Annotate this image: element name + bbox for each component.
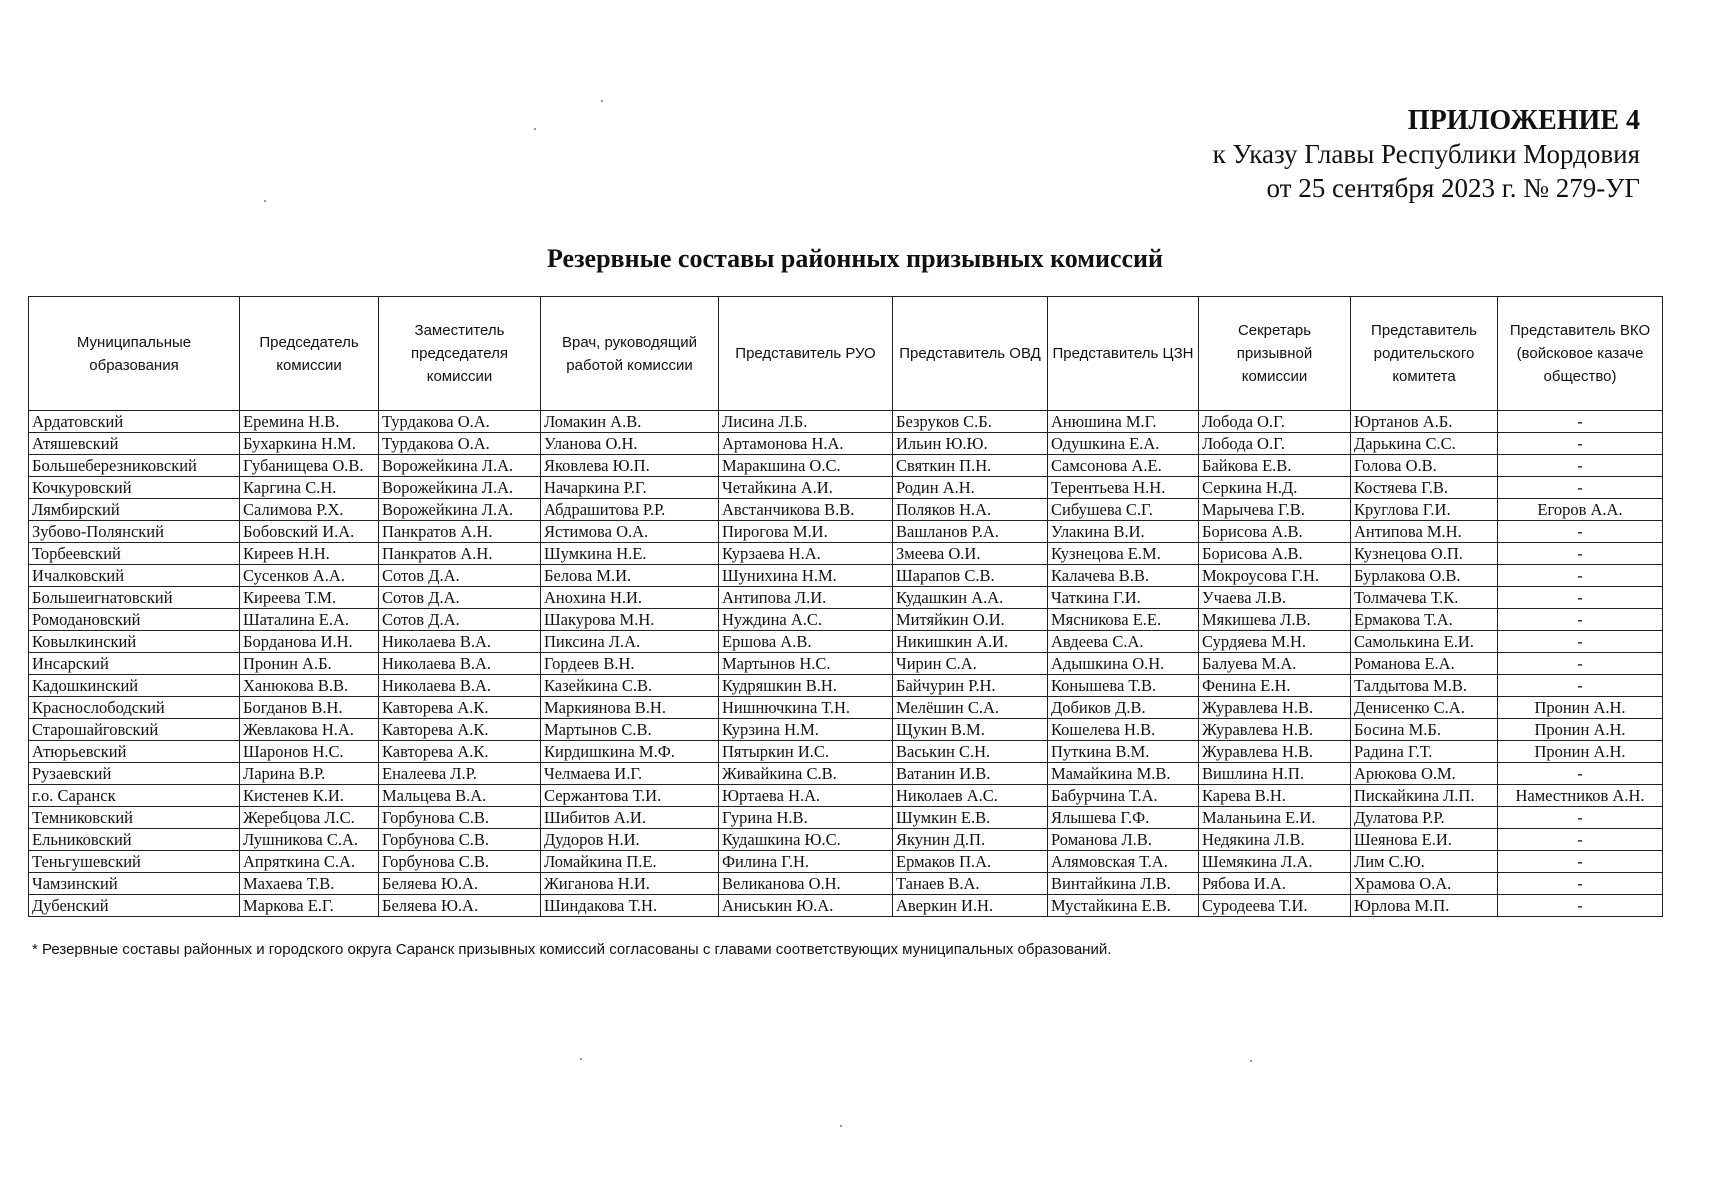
table-cell: Начаркина Р.Г. <box>541 477 719 499</box>
table-cell: Сотов Д.А. <box>379 587 541 609</box>
table-cell: Ворожейкина Л.А. <box>379 499 541 521</box>
table-cell: Маркиянова В.Н. <box>541 697 719 719</box>
municipality-cell: Торбеевский <box>29 543 240 565</box>
table-row <box>29 411 1663 433</box>
table-cell: Адышкина О.Н. <box>1048 653 1199 675</box>
table-cell: Живайкина С.В. <box>719 763 893 785</box>
table-cell: - <box>1498 477 1663 499</box>
table-cell: Калачева В.В. <box>1048 565 1199 587</box>
table-cell: Филина Г.Н. <box>719 851 893 873</box>
table-cell: Конышева Т.В. <box>1048 675 1199 697</box>
table-cell: - <box>1498 653 1663 675</box>
table-cell: Сотов Д.А. <box>379 565 541 587</box>
table-cell: Путкина В.М. <box>1048 741 1199 763</box>
table-cell: Рябова И.А. <box>1199 873 1351 895</box>
table-cell: Горбунова С.В. <box>379 851 541 873</box>
appendix-line-1: к Указу Главы Республики Мордовия <box>1212 139 1640 169</box>
table-cell: Ялышева Г.Ф. <box>1048 807 1199 829</box>
table-cell: Киреева Т.М. <box>240 587 379 609</box>
table-cell: Пронин А.Н. <box>1498 741 1663 763</box>
table-cell: Винтайкина Л.В. <box>1048 873 1199 895</box>
municipality-cell: Большеберезниковский <box>29 455 240 477</box>
table-cell: Чаткина Г.И. <box>1048 587 1199 609</box>
table-cell: Маракшина О.С. <box>719 455 893 477</box>
table-cell: Пирогова М.И. <box>719 521 893 543</box>
table-cell: Поляков Н.А. <box>893 499 1048 521</box>
table-cell: Горбунова С.В. <box>379 807 541 829</box>
table-cell: Турдакова О.А. <box>379 433 541 455</box>
table-cell: Борисова А.В. <box>1199 521 1351 543</box>
table-cell: Шаронов Н.С. <box>240 741 379 763</box>
table-cell: Алямовская Т.А. <box>1048 851 1199 873</box>
table-cell: Якунин Д.П. <box>893 829 1048 851</box>
table-cell: Ильин Ю.Ю. <box>893 433 1048 455</box>
table-cell: Кирдишкина М.Ф. <box>541 741 719 763</box>
municipality-cell: Чамзинский <box>29 873 240 895</box>
table-cell: Родин А.Н. <box>893 477 1048 499</box>
table-cell: Юртанов А.Б. <box>1351 411 1498 433</box>
municipality-cell: Атюрьевский <box>29 741 240 763</box>
table-row <box>29 807 1663 829</box>
table-cell: Босина М.Б. <box>1351 719 1498 741</box>
table-cell: - <box>1498 895 1663 917</box>
table-cell: Сурдяева М.Н. <box>1199 631 1351 653</box>
table-cell: Анохина Н.И. <box>541 587 719 609</box>
table-cell: - <box>1498 543 1663 565</box>
scan-speck <box>840 1125 842 1127</box>
table-cell: Лим С.Ю. <box>1351 851 1498 873</box>
table-cell: Сотов Д.А. <box>379 609 541 631</box>
table-cell: Аверкин И.Н. <box>893 895 1048 917</box>
table-cell: Кавторева А.К. <box>379 719 541 741</box>
table-cell: Фенина Е.Н. <box>1199 675 1351 697</box>
table-cell: - <box>1498 521 1663 543</box>
appendix-header <box>1213 105 1640 205</box>
municipality-cell: Кадошкинский <box>29 675 240 697</box>
table-cell: Мясникова Е.Е. <box>1048 609 1199 631</box>
table-cell: Романова Л.В. <box>1048 829 1199 851</box>
header-chairman: Председатель комиссии <box>240 297 379 411</box>
table-cell: - <box>1498 455 1663 477</box>
table-cell: - <box>1498 609 1663 631</box>
table-cell: Шеянова Е.И. <box>1351 829 1498 851</box>
table-cell: Шумкин Е.В. <box>893 807 1048 829</box>
municipality-cell: Ковылкинский <box>29 631 240 653</box>
municipality-cell: Инсарский <box>29 653 240 675</box>
header-doctor: Врач, руководящий работой комиссии <box>541 297 719 411</box>
table-cell: Ворожейкина Л.А. <box>379 477 541 499</box>
table-cell: Карева В.Н. <box>1199 785 1351 807</box>
commission-table <box>28 296 1663 917</box>
table-cell: Ватанин И.В. <box>893 763 1048 785</box>
table-row <box>29 785 1663 807</box>
table-cell: Сибушева С.Г. <box>1048 499 1199 521</box>
table-cell: Ломайкина П.Е. <box>541 851 719 873</box>
header-ruo-representative: Представитель РУО <box>719 297 893 411</box>
municipality-cell: Теньгушевский <box>29 851 240 873</box>
municipality-cell: Старошайговский <box>29 719 240 741</box>
table-cell: Ларина В.Р. <box>240 763 379 785</box>
table-cell: Одушкина Е.А. <box>1048 433 1199 455</box>
table-row <box>29 609 1663 631</box>
table-cell: Губанищева О.В. <box>240 455 379 477</box>
table-cell: - <box>1498 829 1663 851</box>
header-municipality: Муниципальные образования <box>29 297 240 411</box>
table-cell: Пискайкина Л.П. <box>1351 785 1498 807</box>
appendix-heading: ПРИЛОЖЕНИЕ 4 <box>1407 105 1640 136</box>
table-cell: Юрлова М.П. <box>1351 895 1498 917</box>
table-cell: Егоров А.А. <box>1498 499 1663 521</box>
table-cell: Махаева Т.В. <box>240 873 379 895</box>
table-cell: Щукин В.М. <box>893 719 1048 741</box>
table-header-row <box>29 297 1663 411</box>
table-cell: Турдакова О.А. <box>379 411 541 433</box>
table-cell: Серкина Н.Д. <box>1199 477 1351 499</box>
table-cell: Анюшина М.Г. <box>1048 411 1199 433</box>
header-deputy-chairman: Заместитель председателя комиссии <box>379 297 541 411</box>
table-cell: Мокроусова Г.Н. <box>1199 565 1351 587</box>
table-cell: Борданова И.Н. <box>240 631 379 653</box>
table-cell: Добиков Д.В. <box>1048 697 1199 719</box>
footnote: * Резервные составы районных и городского округа Саранск призывных комиссий согласованы с главами соответствующих муниципальных образований. <box>32 941 1112 958</box>
table-cell: Ермакова Т.А. <box>1351 609 1498 631</box>
table-cell: Терентьева Н.Н. <box>1048 477 1199 499</box>
table-row <box>29 455 1663 477</box>
table-cell: Австанчикова В.В. <box>719 499 893 521</box>
table-row <box>29 477 1663 499</box>
table-cell: Бухаркина Н.М. <box>240 433 379 455</box>
table-cell: Змеева О.И. <box>893 543 1048 565</box>
table-cell: Панкратов А.Н. <box>379 543 541 565</box>
table-cell: Горбунова С.В. <box>379 829 541 851</box>
table-row <box>29 521 1663 543</box>
table-cell: Ломакин А.В. <box>541 411 719 433</box>
municipality-cell: Лямбирский <box>29 499 240 521</box>
table-cell: Байкова Е.В. <box>1199 455 1351 477</box>
table-cell: Салимова Р.Х. <box>240 499 379 521</box>
table-row <box>29 895 1663 917</box>
table-body <box>29 411 1663 917</box>
header-vko-representative: Представитель ВКО (войсковое казаче общество) <box>1498 297 1663 411</box>
header-secretary: Секретарь призывной комиссии <box>1199 297 1351 411</box>
scan-speck <box>1250 1060 1252 1062</box>
table-cell: Мальцева В.А. <box>379 785 541 807</box>
table-cell: Гурина Н.В. <box>719 807 893 829</box>
municipality-cell: Темниковский <box>29 807 240 829</box>
table-row <box>29 433 1663 455</box>
table-cell: Шарапов С.В. <box>893 565 1048 587</box>
table-cell: - <box>1498 433 1663 455</box>
scan-speck <box>264 200 266 202</box>
municipality-cell: Ардатовский <box>29 411 240 433</box>
table-cell: Жиганова Н.И. <box>541 873 719 895</box>
table-row <box>29 565 1663 587</box>
document-title: Резервные составы районных призывных комиссий <box>547 244 1163 273</box>
table-row <box>29 499 1663 521</box>
scan-speck <box>601 100 603 102</box>
table-cell: Еремина Н.В. <box>240 411 379 433</box>
table-cell: Чирин С.А. <box>893 653 1048 675</box>
table-cell: Ханюкова В.В. <box>240 675 379 697</box>
table-cell: Николаева В.А. <box>379 631 541 653</box>
table-cell: Шакурова М.Н. <box>541 609 719 631</box>
municipality-cell: Зубово-Полянский <box>29 521 240 543</box>
table-row <box>29 873 1663 895</box>
table-cell: Сусенков А.А. <box>240 565 379 587</box>
table-cell: Шунихина Н.М. <box>719 565 893 587</box>
table-cell: Радина Г.Т. <box>1351 741 1498 763</box>
table-cell: Кудашкин А.А. <box>893 587 1048 609</box>
table-cell: Лисина Л.Б. <box>719 411 893 433</box>
table-cell: Пятыркин И.С. <box>719 741 893 763</box>
table-cell: Нуждина А.С. <box>719 609 893 631</box>
municipality-cell: Дубенский <box>29 895 240 917</box>
table-cell: Николаева В.А. <box>379 675 541 697</box>
table-cell: Балуева М.А. <box>1199 653 1351 675</box>
table-cell: Беляева Ю.А. <box>379 895 541 917</box>
table-cell: Каргина С.Н. <box>240 477 379 499</box>
table-cell: - <box>1498 873 1663 895</box>
table-cell: Ястимова О.А. <box>541 521 719 543</box>
header-parent-committee: Представитель родительского комитета <box>1351 297 1498 411</box>
table-cell: Беляева Ю.А. <box>379 873 541 895</box>
table-cell: Танаев В.А. <box>893 873 1048 895</box>
table-cell: Байчурин Р.Н. <box>893 675 1048 697</box>
table-cell: Бабурчина Т.А. <box>1048 785 1199 807</box>
table-cell: Бурлакова О.В. <box>1351 565 1498 587</box>
table-cell: Юртаева Н.А. <box>719 785 893 807</box>
table-cell: Лобода О.Г. <box>1199 411 1351 433</box>
table-cell: - <box>1498 411 1663 433</box>
table-cell: Богданов В.Н. <box>240 697 379 719</box>
table-cell: Челмаева И.Г. <box>541 763 719 785</box>
table-cell: Арюкова О.М. <box>1351 763 1498 785</box>
table-cell: Абдрашитова Р.Р. <box>541 499 719 521</box>
table-cell: - <box>1498 807 1663 829</box>
municipality-cell: Кочкуровский <box>29 477 240 499</box>
table-cell: Журавлева Н.В. <box>1199 741 1351 763</box>
table-cell: Борисова А.В. <box>1199 543 1351 565</box>
table-cell: Панкратов А.Н. <box>379 521 541 543</box>
table-cell: Казейкина С.В. <box>541 675 719 697</box>
table-cell: Ворожейкина Л.А. <box>379 455 541 477</box>
table-cell: Ершова А.В. <box>719 631 893 653</box>
table-cell: Улакина В.И. <box>1048 521 1199 543</box>
table-cell: Лушникова С.А. <box>240 829 379 851</box>
table-cell: Николаева В.А. <box>379 653 541 675</box>
table-row <box>29 587 1663 609</box>
table-cell: Яковлева Ю.П. <box>541 455 719 477</box>
table-cell: Кошелева Н.В. <box>1048 719 1199 741</box>
table-cell: Учаева Л.В. <box>1199 587 1351 609</box>
table-cell: - <box>1498 631 1663 653</box>
table-cell: Шибитов А.И. <box>541 807 719 829</box>
table-cell: Авдеева С.А. <box>1048 631 1199 653</box>
table-row <box>29 543 1663 565</box>
table-cell: Безруков С.Б. <box>893 411 1048 433</box>
table-cell: Суродеева Т.И. <box>1199 895 1351 917</box>
header-ovd-representative: Представитель ОВД <box>893 297 1048 411</box>
table-cell: Белова М.И. <box>541 565 719 587</box>
table-cell: Пронин А.Н. <box>1498 697 1663 719</box>
table-cell: Курзаева Н.А. <box>719 543 893 565</box>
municipality-cell: Краснослободский <box>29 697 240 719</box>
table-cell: Николаев А.С. <box>893 785 1048 807</box>
table-cell: Гордеев В.Н. <box>541 653 719 675</box>
table-cell: Великанова О.Н. <box>719 873 893 895</box>
municipality-cell: Ичалковский <box>29 565 240 587</box>
table-cell: Жеребцова Л.С. <box>240 807 379 829</box>
table-cell: Мякишева Л.В. <box>1199 609 1351 631</box>
table-cell: Костяева Г.В. <box>1351 477 1498 499</box>
table-cell: Бобовский И.А. <box>240 521 379 543</box>
municipality-cell: Атяшевский <box>29 433 240 455</box>
table-cell: Кузнецова Е.М. <box>1048 543 1199 565</box>
table-cell: Круглова Г.И. <box>1351 499 1498 521</box>
table-cell: - <box>1498 565 1663 587</box>
table-row <box>29 653 1663 675</box>
table-row <box>29 741 1663 763</box>
table-cell: Мартынов С.В. <box>541 719 719 741</box>
table-cell: Кистенев К.И. <box>240 785 379 807</box>
appendix-line-2: от 25 сентября 2023 г. № 279-УГ <box>1266 173 1640 203</box>
table-cell: Дарькина С.С. <box>1351 433 1498 455</box>
table-row <box>29 851 1663 873</box>
table-cell: Антипова Л.И. <box>719 587 893 609</box>
table-cell: Еналеева Л.Р. <box>379 763 541 785</box>
table-cell: Сержантова Т.И. <box>541 785 719 807</box>
table-cell: Шемякина Л.А. <box>1199 851 1351 873</box>
table-cell: Уланова О.Н. <box>541 433 719 455</box>
table-cell: Голова О.В. <box>1351 455 1498 477</box>
table-cell: Толмачева Т.К. <box>1351 587 1498 609</box>
table-cell: Васькин С.Н. <box>893 741 1048 763</box>
table-cell: Самолькина Е.И. <box>1351 631 1498 653</box>
table-cell: Курзина Н.М. <box>719 719 893 741</box>
table-cell: Вишлина Н.П. <box>1199 763 1351 785</box>
table-cell: Наместников А.Н. <box>1498 785 1663 807</box>
table-cell: - <box>1498 851 1663 873</box>
table-cell: Пиксина Л.А. <box>541 631 719 653</box>
municipality-cell: г.о. Саранск <box>29 785 240 807</box>
table-cell: Дудоров Н.И. <box>541 829 719 851</box>
table-cell: Пронин А.Н. <box>1498 719 1663 741</box>
municipality-cell: Большеигнатовский <box>29 587 240 609</box>
table-cell: Лобода О.Г. <box>1199 433 1351 455</box>
table-cell: Маркова Е.Г. <box>240 895 379 917</box>
table-row <box>29 675 1663 697</box>
table-cell: Дулатова Р.Р. <box>1351 807 1498 829</box>
table-cell: Шумкина Н.Е. <box>541 543 719 565</box>
table-row <box>29 697 1663 719</box>
table-row <box>29 763 1663 785</box>
municipality-cell: Ельниковский <box>29 829 240 851</box>
table-cell: Мелёшин С.А. <box>893 697 1048 719</box>
table-cell: Артамонова Н.А. <box>719 433 893 455</box>
table-cell: Шаталина Е.А. <box>240 609 379 631</box>
municipality-cell: Рузаевский <box>29 763 240 785</box>
table-row <box>29 829 1663 851</box>
table-cell: Шиндакова Т.Н. <box>541 895 719 917</box>
table-cell: Кавторева А.К. <box>379 697 541 719</box>
table-cell: Маланьина Е.И. <box>1199 807 1351 829</box>
table-cell: Кузнецова О.П. <box>1351 543 1498 565</box>
table-cell: Кудашкина Ю.С. <box>719 829 893 851</box>
table-cell: Вашланов Р.А. <box>893 521 1048 543</box>
table-cell: Жевлакова Н.А. <box>240 719 379 741</box>
table-cell: Талдытова М.В. <box>1351 675 1498 697</box>
table-cell: Денисенко С.А. <box>1351 697 1498 719</box>
table-cell: Антипова М.Н. <box>1351 521 1498 543</box>
table-cell: Мустайкина Е.В. <box>1048 895 1199 917</box>
table-cell: Святкин П.Н. <box>893 455 1048 477</box>
table-cell: Аниськин Ю.А. <box>719 895 893 917</box>
table-cell: Журавлева Н.В. <box>1199 719 1351 741</box>
municipality-cell: Ромодановский <box>29 609 240 631</box>
table-cell: Апряткина С.А. <box>240 851 379 873</box>
table-cell: Мамайкина М.В. <box>1048 763 1199 785</box>
table-cell: Кавторева А.К. <box>379 741 541 763</box>
table-cell: Четайкина А.И. <box>719 477 893 499</box>
table-row <box>29 719 1663 741</box>
table-cell: Митяйкин О.И. <box>893 609 1048 631</box>
table-cell: Нишнючкина Т.Н. <box>719 697 893 719</box>
table-cell: Марычева Г.В. <box>1199 499 1351 521</box>
table-cell: - <box>1498 587 1663 609</box>
table-cell: - <box>1498 763 1663 785</box>
table-cell: Пронин А.Б. <box>240 653 379 675</box>
scan-speck <box>580 1058 582 1060</box>
table-cell: Кудряшкин В.Н. <box>719 675 893 697</box>
table-cell: Недякина Л.В. <box>1199 829 1351 851</box>
table-cell: Самсонова А.Е. <box>1048 455 1199 477</box>
header-czn-representative: Представитель ЦЗН <box>1048 297 1199 411</box>
table-cell: Никишкин А.И. <box>893 631 1048 653</box>
table-cell: Мартынов Н.С. <box>719 653 893 675</box>
table-cell: Романова Е.А. <box>1351 653 1498 675</box>
table-cell: Ермаков П.А. <box>893 851 1048 873</box>
table-row <box>29 631 1663 653</box>
scan-speck <box>534 128 536 130</box>
table-cell: - <box>1498 675 1663 697</box>
table-cell: Храмова О.А. <box>1351 873 1498 895</box>
table-cell: Киреев Н.Н. <box>240 543 379 565</box>
table-cell: Журавлева Н.В. <box>1199 697 1351 719</box>
